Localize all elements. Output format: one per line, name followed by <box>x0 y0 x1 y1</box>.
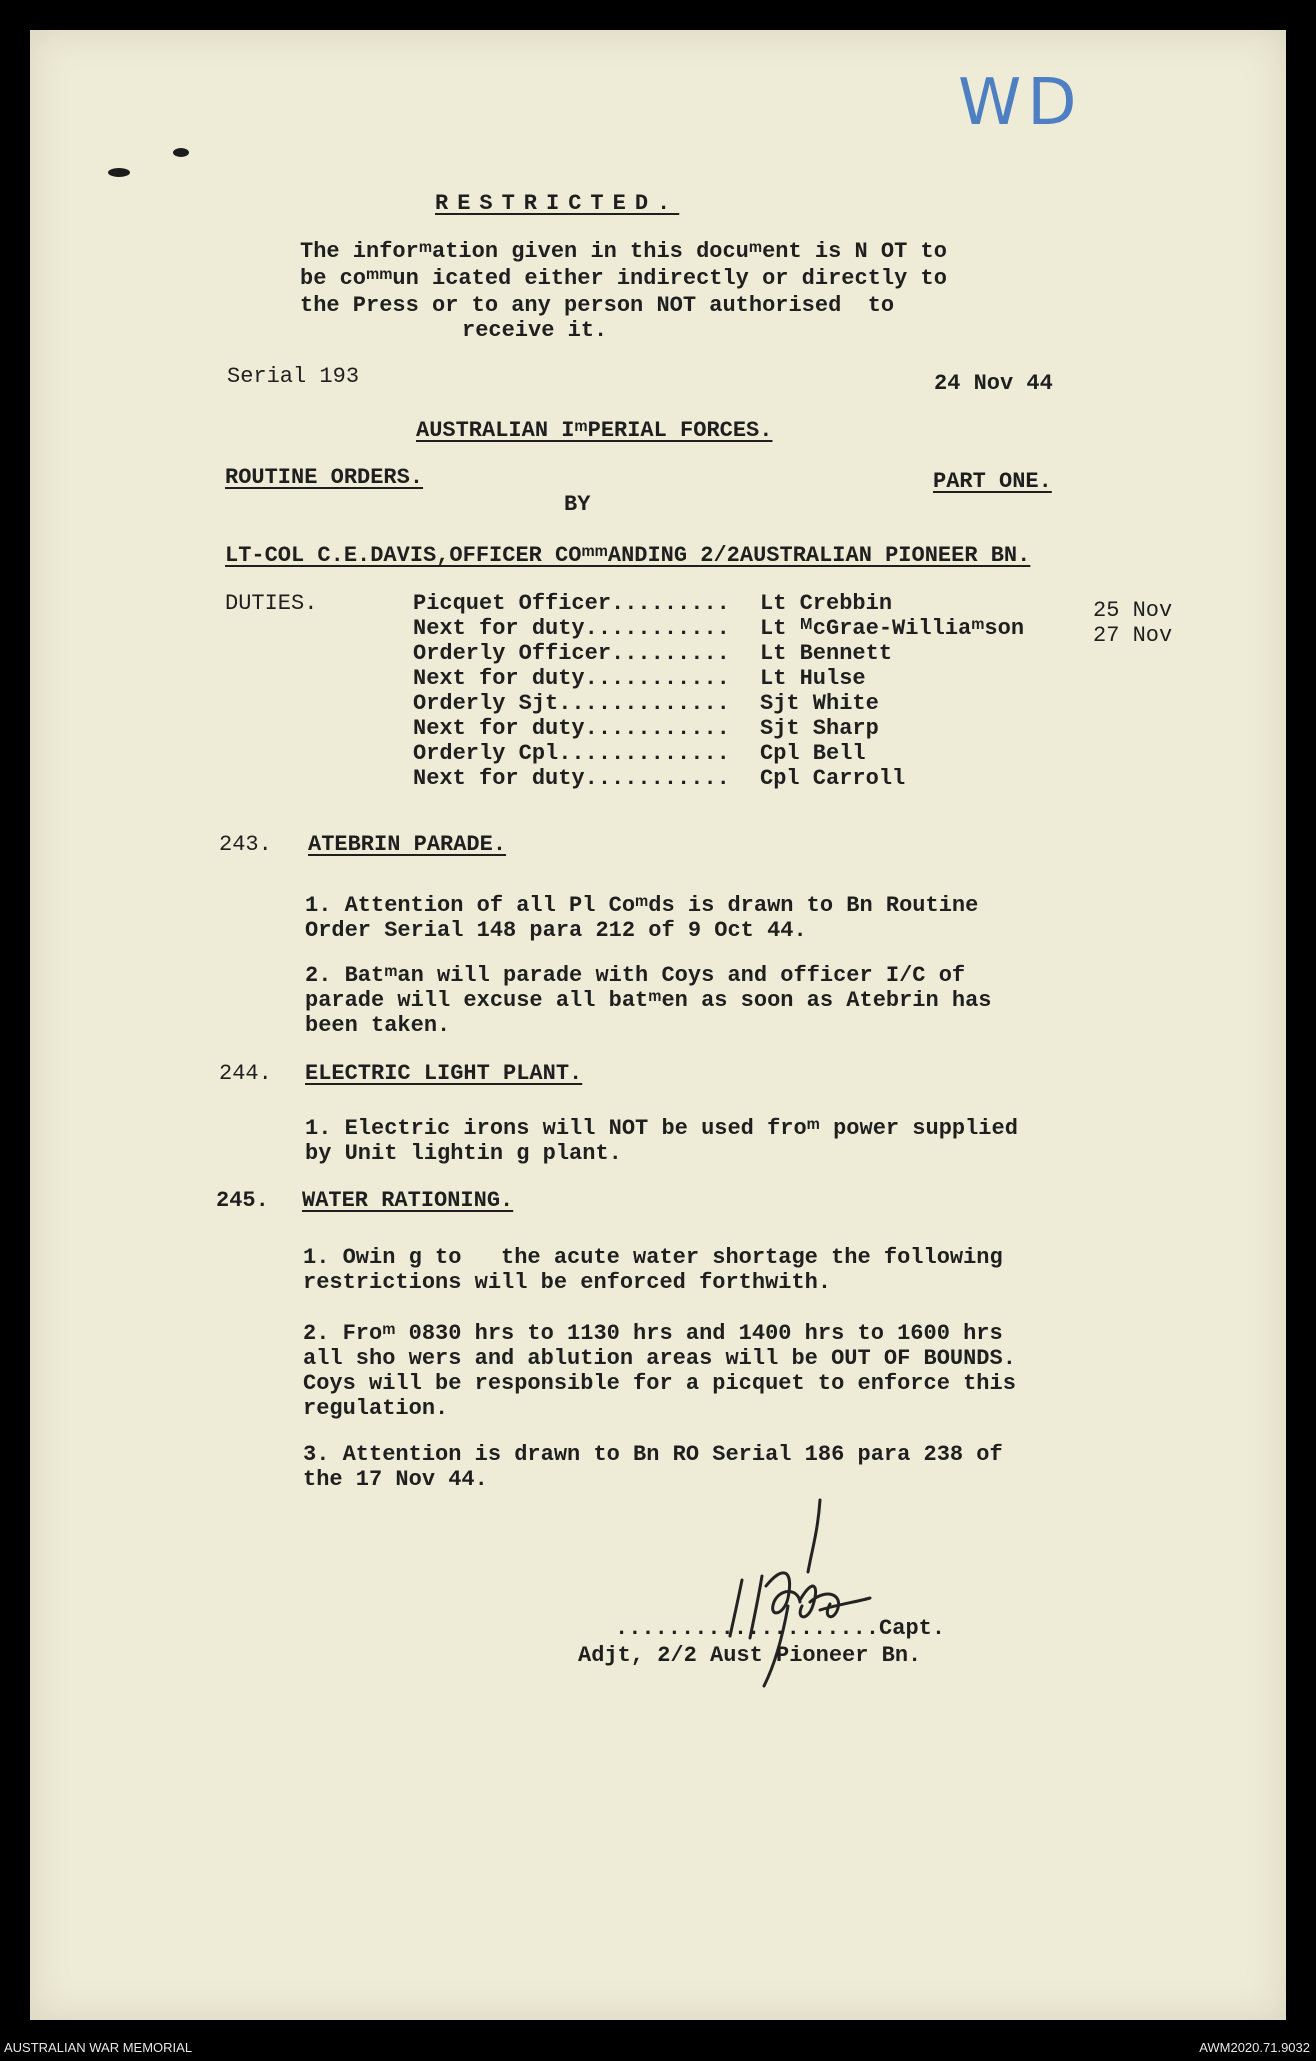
item-line: by Unit lightin g plant. <box>305 1141 622 1166</box>
restricted-line: receive it. <box>462 318 608 343</box>
duty-role: Next for duty........... <box>413 716 730 741</box>
duty-role: Picquet Officer......... <box>413 591 730 616</box>
item-line: all sho wers and ablution areas will be OUT OF BOUNDS. <box>303 1346 1016 1371</box>
part-heading: PART ONE. <box>933 469 1052 494</box>
item-line: restrictions will be enforced forthwith. <box>303 1270 832 1295</box>
item-line: 2. Froᵐ 0830 hrs to 1130 hrs and 1400 hrs to 1600 hrs <box>303 1321 1003 1346</box>
item-line: regulation. <box>303 1396 449 1421</box>
duty-role: Next for duty........... <box>413 666 730 691</box>
routine-orders-heading: ROUTINE ORDERS. <box>225 465 424 490</box>
duty-date: 25 Nov <box>1093 598 1173 623</box>
document-page <box>30 30 1286 2020</box>
item-line: Order Serial 148 para 212 of 9 Oct 44. <box>305 918 807 943</box>
item-line: 1. Electric irons will NOT be used froᵐ power supplied <box>305 1116 1018 1141</box>
duty-role: Next for duty........... <box>413 766 730 791</box>
duty-name: Cpl Carroll <box>760 766 906 791</box>
duty-name: Cpl Bell <box>760 741 866 766</box>
footer-accession: AWM2020.71.9032 <box>1199 2040 1310 2055</box>
item-title: ATEBRIN PARADE. <box>308 832 507 857</box>
duty-date: 27 Nov <box>1093 623 1173 648</box>
punch-hole <box>173 148 189 157</box>
forces-heading: AUSTRALIAN IᵐPERIAL FORCES. <box>416 418 773 443</box>
commander-heading: LT-COL C.E.DAVIS,OFFICER COᵐᵐANDING 2/2AUSTRALIAN PIONEER BN. <box>225 543 1031 568</box>
item-line: 3. Attention is drawn to Bn RO Serial 186 para 238 of <box>303 1442 1003 1467</box>
item-number: 243. <box>219 832 272 857</box>
item-number: 244. <box>219 1061 272 1086</box>
item-line: parade will excuse all batᵐen as soon as Atebrin has <box>305 988 992 1013</box>
serial-number: Serial 193 <box>227 364 360 389</box>
duty-role: Orderly Officer......... <box>413 641 730 666</box>
duties-heading: DUTIES. <box>225 591 318 616</box>
item-line: 1. Owin g to the acute water shortage the following <box>303 1245 1003 1270</box>
punch-hole <box>108 168 130 177</box>
handwritten-annotation: WD <box>958 66 1083 140</box>
restricted-line: The inforᵐation given in this docuᵐent is N OT to <box>300 239 947 264</box>
restricted-line: be coᵐᵐun icated either indirectly or directly to <box>300 266 947 291</box>
by-label: BY <box>564 492 591 517</box>
signatory-title: Adjt, 2/2 Aust Pioneer Bn. <box>578 1643 922 1668</box>
restricted-title: RESTRICTED. <box>435 191 680 216</box>
item-line: the 17 Nov 44. <box>303 1467 488 1492</box>
duty-name: Sjt Sharp <box>760 716 879 741</box>
duty-role: Orderly Sjt............. <box>413 691 730 716</box>
item-number: 245. <box>216 1188 269 1213</box>
signature-dots: ....................Capt. <box>615 1616 946 1641</box>
duty-name: Lt Bennett <box>760 641 893 666</box>
item-line: Coys will be responsible for a picquet to enforce this <box>303 1371 1016 1396</box>
item-line: 2. Batᵐan will parade with Coys and officer I/C of <box>305 963 966 988</box>
duty-role: Orderly Cpl............. <box>413 741 730 766</box>
duty-name: Lt Hulse <box>760 666 866 691</box>
footer-credit: AUSTRALIAN WAR MEMORIAL <box>4 2040 193 2055</box>
duty-name: Lt ᴹcGrae-Williaᵐson <box>760 616 1025 641</box>
document-date: 24 Nov 44 <box>934 371 1053 396</box>
duty-role: Next for duty........... <box>413 616 730 641</box>
restricted-line: the Press or to any person NOT authorised to <box>300 293 895 318</box>
duty-name: Sjt White <box>760 691 879 716</box>
item-title: ELECTRIC LIGHT PLANT. <box>305 1061 583 1086</box>
item-line: been taken. <box>305 1013 451 1038</box>
item-line: 1. Attention of all Pl Coᵐds is drawn to Bn Routine <box>305 893 979 918</box>
item-title: WATER RATIONING. <box>302 1188 514 1213</box>
duty-name: Lt Crebbin <box>760 591 893 616</box>
